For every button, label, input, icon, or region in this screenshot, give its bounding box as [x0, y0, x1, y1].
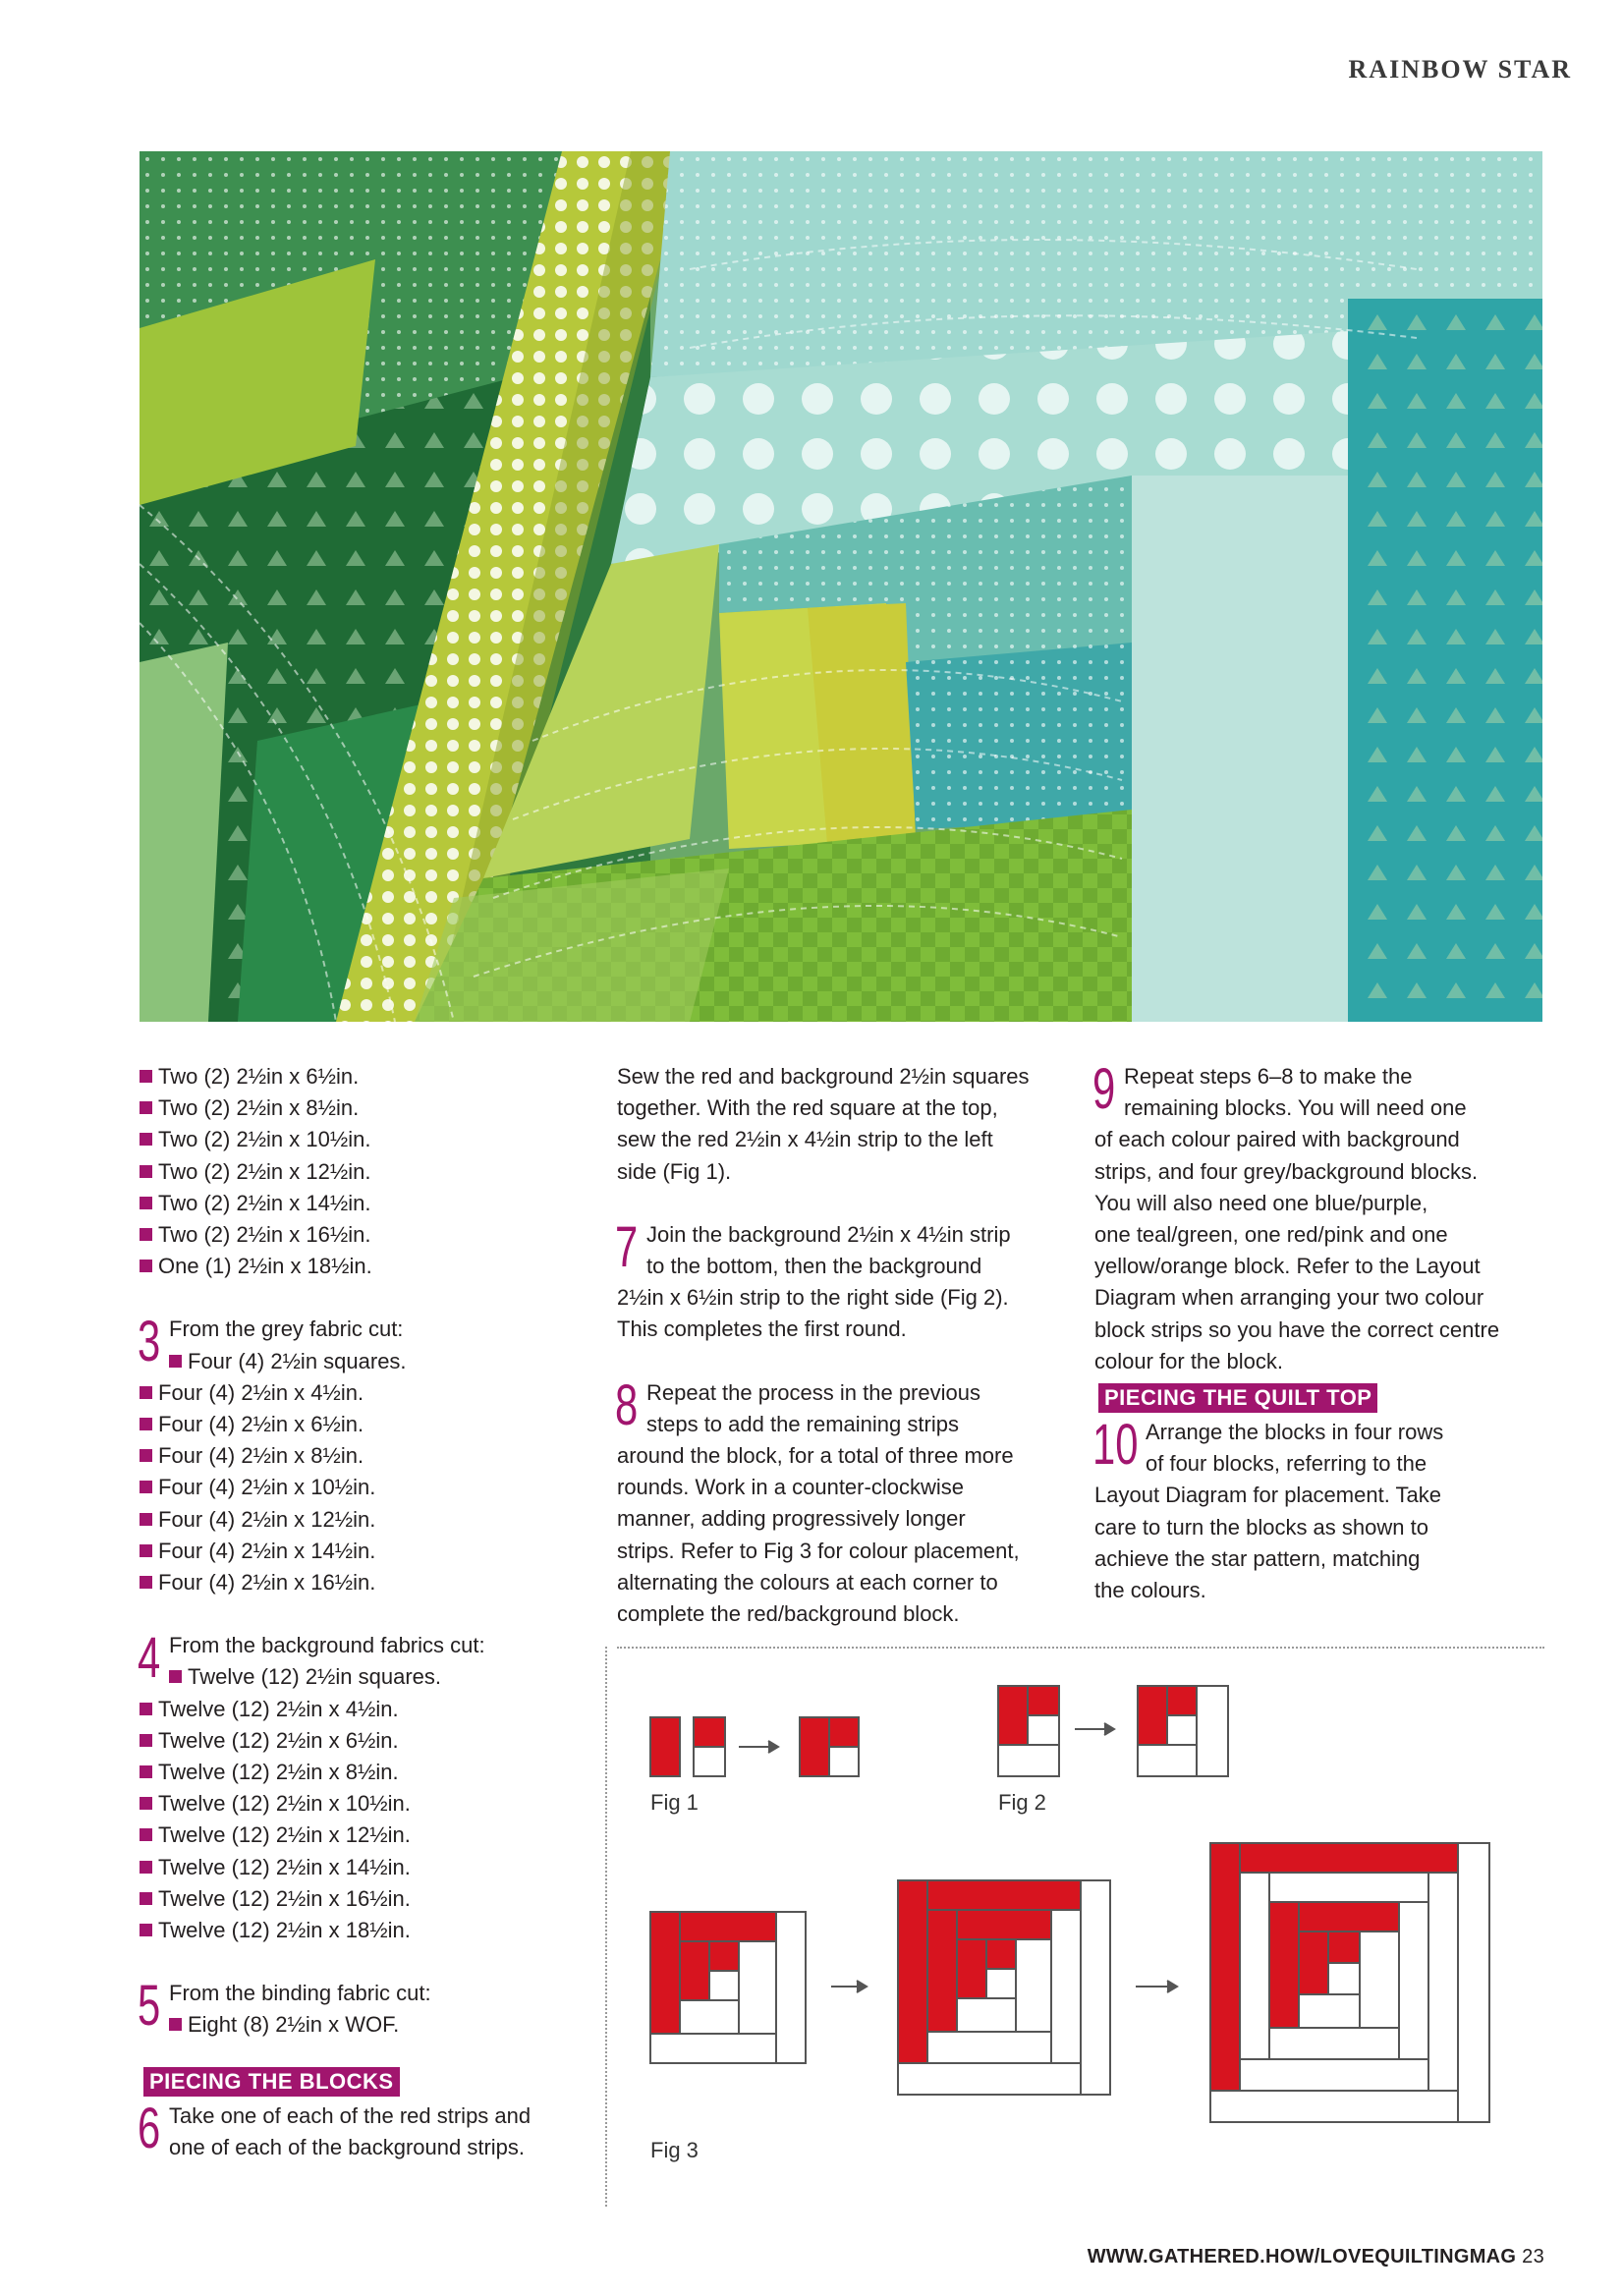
list-item: Two (2) 2½in x 10½in. [140, 1124, 572, 1155]
bullet-icon [140, 1418, 152, 1430]
list-item: Two (2) 2½in x 8½in. [140, 1092, 572, 1124]
list-item: Twelve (12) 2½in x 10½in. [140, 1788, 572, 1820]
figure-divider-vertical [605, 1647, 607, 2207]
list-item: Four (4) 2½in squares. [140, 1346, 572, 1377]
quilt-photo [140, 151, 1542, 1022]
step-number: 7 [615, 1214, 639, 1279]
list-item: Twelve (12) 2½in x 12½in. [140, 1820, 572, 1851]
list-item: Twelve (12) 2½in squares. [140, 1661, 572, 1693]
bullet-icon [140, 1861, 152, 1874]
fig3-block-1 [650, 1912, 806, 2063]
step-4 [138, 1626, 572, 1693]
step-number: 6 [138, 2096, 161, 2160]
footer-url[interactable]: WWW.GATHERED.HOW/LOVEQUILTINGMAG [1087, 2246, 1517, 2268]
bullet-icon [169, 2018, 182, 2031]
bullet-icon [140, 1165, 152, 1178]
step-7: 7 Join the background 2½in x 4½in strip to the bottom, then the background [615, 1214, 1011, 1279]
fig1-label: Fig 1 [650, 1790, 699, 1815]
bullet-icon [140, 1197, 152, 1209]
bullet-icon [140, 1924, 152, 1936]
step-intro: From the background fabrics cut: [169, 1633, 485, 1658]
section-heading-piecing-blocks: PIECING THE BLOCKS [143, 2067, 400, 2097]
list-item: Two (2) 2½in x 12½in. [140, 1156, 572, 1188]
list-item: Two (2) 2½in x 6½in. [140, 1061, 572, 1092]
list-item: Twelve (12) 2½in x 14½in. [140, 1852, 572, 1883]
step-8: 8 Repeat the process in the previous steps to add the remaining strips [615, 1372, 980, 1437]
page-header-title: RAINBOW STAR [1348, 55, 1572, 84]
bullet-icon [140, 1734, 152, 1747]
bullet-icon [140, 1513, 152, 1526]
column-3: 9 Repeat steps 6–8 to make the remaining blocks. You will need one of each colour paired with background strips, and four grey/background blocks. You will also need one blue/purple, one teal/green, one red/pink and one yellow/orange block. Refer to the Layout Diagram when arranging your two colour block strips so you have the correct centre colour for the block. PIECING THE QUILT TOP 10 Arrange the blocks in four rows of four blocks, referring to the Layout Diagram for placement. Take care to turn the blocks as shown to achieve the star pattern, matching the colours. [1094, 1061, 1546, 1606]
bullet-icon [140, 1228, 152, 1241]
bullet-icon [140, 1070, 152, 1083]
step-intro: From the grey fabric cut: [169, 1316, 404, 1342]
step-6: 6 Take one of each of the red strips and one of each of the background strips. [138, 2096, 532, 2160]
fig2-label: Fig 2 [998, 1790, 1046, 1815]
bullet-icon [140, 1133, 152, 1146]
step-number: 8 [615, 1372, 639, 1437]
bullet-icon [140, 1449, 152, 1462]
quilt-photo-image [140, 151, 1542, 1022]
list-item: Four (4) 2½in x 8½in. [140, 1440, 572, 1472]
list-item: Four (4) 2½in x 14½in. [140, 1536, 572, 1567]
step-number: 9 [1092, 1057, 1116, 1121]
step-number: 5 [138, 1974, 161, 2039]
bullet-icon [140, 1386, 152, 1399]
step-intro: From the binding fabric cut: [169, 1981, 431, 2006]
bullet-icon [140, 1576, 152, 1589]
list-item: Four (4) 2½in x 16½in. [140, 1567, 572, 1598]
fig3-label: Fig 3 [650, 2138, 699, 2162]
page-number: 23 [1522, 2246, 1544, 2268]
step-number: 4 [138, 1626, 161, 1691]
list-item: Twelve (12) 2½in x 6½in. [140, 1725, 572, 1757]
list-item: Twelve (12) 2½in x 4½in. [140, 1694, 572, 1725]
step-number: 10 [1092, 1413, 1139, 1478]
bullet-icon [140, 1765, 152, 1778]
list-item: Eight (8) 2½in x WOF. [140, 2009, 572, 2041]
page-footer [1088, 2246, 1544, 2268]
bullet-icon [169, 1670, 182, 1683]
list-item: Two (2) 2½in x 16½in. [140, 1219, 572, 1251]
step-5 [138, 1974, 572, 2041]
figure-divider-horizontal [617, 1647, 1544, 1649]
list-item: Twelve (12) 2½in x 8½in. [140, 1757, 572, 1788]
bullet-icon [140, 1260, 152, 1272]
column-2: Sew the red and background 2½in squares together. With the red square at the top, sew the red 2½in x 4½in strip to the left side (Fig 1). 7 Join the background 2½in x 4½in strip to the bottom, then the background 2½in x 6½in strip to the right side (Fig 2). This completes the first round. 8 Repeat the process in the previous steps to add the remaining strips around the block, for a total of three more rounds. Work in a counter-clockwise manner, adding progressively longer strips. Refer to Fig 3 for colour placement, alternating the colours at each corner to complete the red/background block. [617, 1061, 1069, 1630]
step-10: 10 Arrange the blocks in four rows of four blocks, referring to the [1092, 1413, 1444, 1478]
list-item: Four (4) 2½in x 4½in. [140, 1377, 572, 1409]
bullet-icon [140, 1703, 152, 1715]
list-item: One (1) 2½in x 18½in. [140, 1251, 572, 1282]
fig3-block-3 [1210, 1843, 1489, 2122]
bullet-icon [169, 1355, 182, 1368]
list-item: Four (4) 2½in x 12½in. [140, 1504, 572, 1536]
cut-list-top [140, 1061, 572, 1282]
step-number: 3 [138, 1310, 161, 1374]
step-9: 9 Repeat steps 6–8 to make the remaining blocks. You will need one [1092, 1057, 1467, 1121]
list-item: Twelve (12) 2½in x 16½in. [140, 1883, 572, 1915]
bullet-icon [140, 1544, 152, 1557]
fig1-diagram [650, 1717, 859, 1776]
bullet-icon [140, 1892, 152, 1905]
bullet-icon [140, 1101, 152, 1114]
column-1 [140, 1061, 572, 2163]
fig2-diagram [998, 1686, 1228, 1776]
list-item: Twelve (12) 2½in x 18½in. [140, 1915, 572, 1946]
bullet-icon [140, 1828, 152, 1841]
list-item: Four (4) 2½in x 6½in. [140, 1409, 572, 1440]
section-heading-piecing-quilt-top: PIECING THE QUILT TOP [1098, 1383, 1377, 1413]
list-item: Four (4) 2½in x 10½in. [140, 1472, 572, 1503]
list-item: Two (2) 2½in x 14½in. [140, 1188, 572, 1219]
step-3 [138, 1310, 572, 1376]
bullet-icon [140, 1481, 152, 1493]
fig3-block-2 [898, 1880, 1110, 2095]
bullet-icon [140, 1797, 152, 1810]
